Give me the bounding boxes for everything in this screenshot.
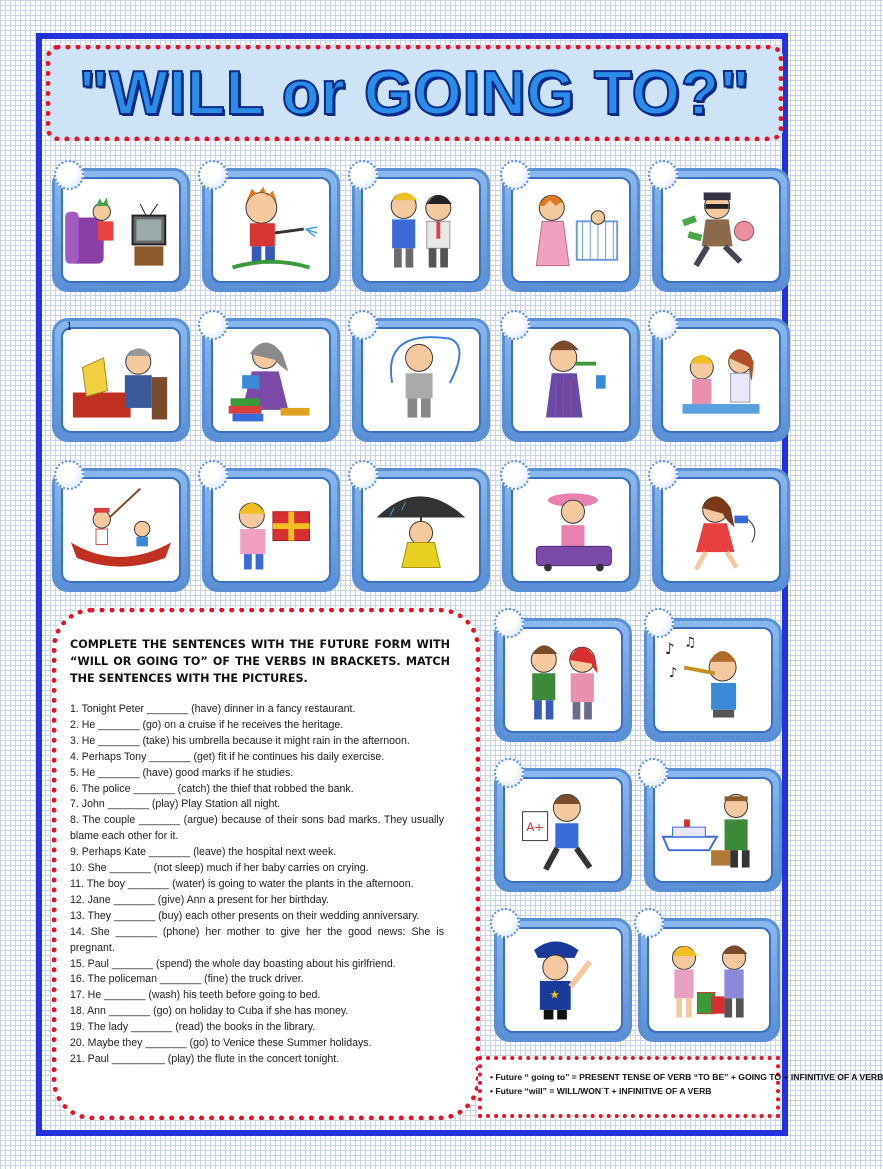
picture-card bbox=[202, 318, 340, 442]
sentence: 11. The boy _______ (water) is going to water the plants in the afternoon. bbox=[70, 877, 414, 890]
sentence: 3. He _______ (take) his umbrella because it might rain in the afternoon. bbox=[70, 734, 410, 747]
decorative-bubble bbox=[648, 160, 678, 190]
sentence: 5. He _______ (have) good marks if he studies. bbox=[70, 766, 294, 779]
decorative-bubble bbox=[494, 758, 524, 788]
sentence: 4. Perhaps Tony _______ (get) fit if he continues his daily exercise. bbox=[70, 750, 385, 763]
sentence: 13. They _______ (buy) each other presents on their wedding anniversary. bbox=[70, 909, 420, 922]
decorative-bubble bbox=[198, 160, 228, 190]
sentence: 10. She _______ (not sleep) much if her baby carries on crying. bbox=[70, 862, 369, 875]
picture-number-label: 1 bbox=[66, 318, 73, 333]
picture-card bbox=[638, 918, 780, 1042]
sentence: 2. He _______ (go) on a cruise if he receives the heritage. bbox=[70, 718, 344, 731]
decorative-bubble bbox=[634, 908, 664, 938]
rule-going-to: • Future “ going to” = PRESENT TENSE OF VERB “TO BE” + GOING TO + INFINITIVE OF A VERB bbox=[490, 1072, 883, 1082]
picture-woman-on-phone bbox=[663, 479, 779, 581]
picture-card bbox=[52, 318, 190, 442]
title-banner bbox=[46, 45, 783, 141]
decorative-bubble bbox=[54, 460, 84, 490]
page-title: "WILL or GOING TO?" bbox=[78, 58, 751, 128]
sentence: 14. She _______ (phone) her mother to give her the good news: She is pregnant. bbox=[70, 925, 444, 954]
picture-card bbox=[352, 468, 490, 592]
decorative-bubble bbox=[348, 310, 378, 340]
picture-woman-suitcase bbox=[513, 479, 629, 581]
picture-card bbox=[644, 768, 782, 892]
svg-text:★: ★ bbox=[549, 987, 560, 1002]
picture-thief-running bbox=[663, 179, 779, 281]
picture-couple-arguing bbox=[505, 629, 621, 731]
picture-card bbox=[352, 318, 490, 442]
picture-card bbox=[652, 168, 790, 292]
picture-boy-good-marks bbox=[505, 779, 621, 881]
svg-text:♪: ♪ bbox=[664, 640, 675, 659]
svg-text:♫: ♫ bbox=[684, 634, 697, 651]
decorative-bubble bbox=[490, 908, 520, 938]
exercise-instructions: COMPLETE THE SENTENCES WITH THE FUTURE FORM WITH “WILL OR GOING TO” OF THE VERBS IN BRACKETS. MATCH THE SENTENCES WITH THE PICTURES. bbox=[70, 638, 450, 685]
sentence: 6. The police _______ (catch) the thief that robbed the bank. bbox=[70, 782, 354, 795]
sentence: 9. Perhaps Kate _______ (leave) the hospital next week. bbox=[70, 846, 337, 859]
decorative-bubble bbox=[644, 608, 674, 638]
decorative-bubble bbox=[348, 460, 378, 490]
picture-man-skipping-rope bbox=[363, 329, 479, 431]
picture-woman-baby-crib bbox=[513, 179, 629, 281]
sentence: 17. He _______ (wash) his teeth before going to bed. bbox=[70, 989, 321, 1002]
picture-lady-reading-books bbox=[213, 329, 329, 431]
decorative-bubble bbox=[500, 160, 530, 190]
sentence: 15. Paul _______ (spend) the whole day boasting about his girlfriend. bbox=[70, 957, 396, 970]
picture-card bbox=[652, 318, 790, 442]
picture-card bbox=[202, 468, 340, 592]
decorative-bubble bbox=[348, 160, 378, 190]
picture-girl-with-present bbox=[213, 479, 329, 581]
picture-card bbox=[202, 168, 340, 292]
picture-gondola-couple bbox=[63, 479, 179, 581]
sentence: 19. The lady _______ (read) the books in the library. bbox=[70, 1021, 316, 1034]
picture-man-brushing-teeth bbox=[513, 329, 629, 431]
decorative-bubble bbox=[648, 310, 678, 340]
picture-policeman bbox=[505, 929, 621, 1031]
decorative-bubble bbox=[648, 460, 678, 490]
picture-man-cruise-ship bbox=[655, 779, 771, 881]
sentence: 8. The couple _______ (argue) because of their sons bad marks. They usually blame each other for it. bbox=[70, 814, 444, 843]
picture-boy-watering-plants bbox=[213, 179, 329, 281]
picture-man-reading-menu bbox=[63, 329, 179, 431]
picture-couple-presents bbox=[649, 929, 769, 1031]
sentence: 16. The policeman _______ (fine) the truck driver. bbox=[70, 973, 304, 986]
decorative-bubble bbox=[198, 310, 228, 340]
picture-card bbox=[652, 468, 790, 592]
picture-card bbox=[352, 168, 490, 292]
picture-boy-playing-flute bbox=[655, 629, 771, 731]
sentence: 7. John _______ (play) Play Station all night. bbox=[70, 798, 281, 811]
svg-text:A+: A+ bbox=[526, 819, 544, 834]
sentence: 21. Paul _________ (play) the flute in the concert tonight. bbox=[70, 1052, 340, 1065]
decorative-bubble bbox=[500, 460, 530, 490]
picture-two-men-talking bbox=[363, 179, 479, 281]
grammar-rules-box bbox=[478, 1056, 883, 1118]
picture-card bbox=[494, 918, 632, 1042]
sentence-list bbox=[70, 702, 444, 1068]
decorative-bubble bbox=[198, 460, 228, 490]
decorative-bubble bbox=[500, 310, 530, 340]
picture-boy-umbrella bbox=[363, 479, 479, 581]
decorative-bubble bbox=[638, 758, 668, 788]
sentence: 12. Jane _______ (give) Ann a present for her birthday. bbox=[70, 893, 329, 906]
picture-couple-toasting bbox=[663, 329, 779, 431]
sentence: 18. Ann _______ (go) on holiday to Cuba if she has money. bbox=[70, 1005, 349, 1018]
decorative-bubble bbox=[494, 608, 524, 638]
svg-text:♪: ♪ bbox=[668, 665, 678, 682]
decorative-bubble bbox=[54, 160, 84, 190]
sentence: 20. Maybe they _______ (go) to Venice these Summer holidays. bbox=[70, 1037, 372, 1050]
sentence: 1. Tonight Peter _______ (have) dinner in a fancy restaurant. bbox=[70, 703, 356, 715]
picture-man-watching-tv bbox=[63, 179, 179, 281]
rule-will: • Future “will” = WILL/WON´T + INFINITIVE OF A VERB bbox=[490, 1086, 712, 1096]
